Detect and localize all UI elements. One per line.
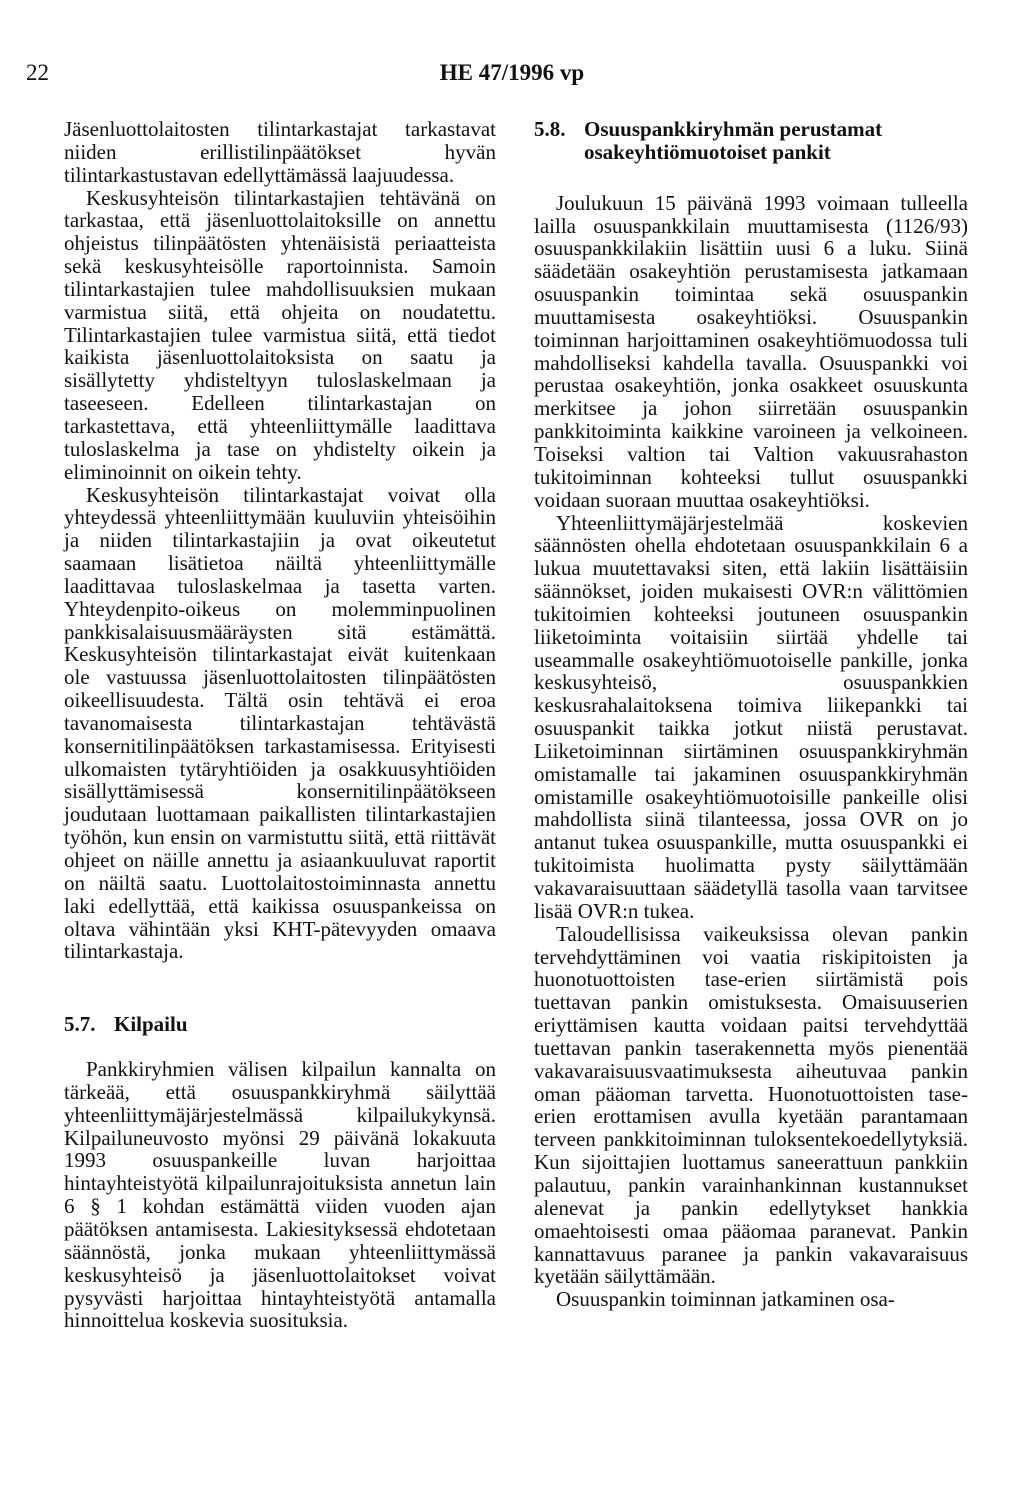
left-column <box>64 118 496 1332</box>
paragraph: Joulukuun 15 päivänä 1993 voimaan tulleella lailla osuuspankkilain muuttamisesta (1126/93) osuuspankkilakiin lisättiin uusi 6 a luku. Siinä säädetään osakeyhtiön perustamisesta jatkamaan osuuspankin toimintaa sekä osuuspankin muuttamisesta osakeyhtiöksi. Osuuspankin toiminnan harjoittaminen osakeyhtiömuodossa tuli mahdolliseksi kahdella tavalla. Osuuspankki voi perustaa osakeyhtiön, jonka osakkeet osuuskunta merkitsee ja johon siirretään osuuspankin pankkitoiminta kaikkine varoineen ja velkoineen. Toiseksi valtion tai Valtion vakuusrahaston tukitoiminnan kohteeksi tullut osuuspankki voidaan suoraan muuttaa osakeyhtiöksi. <box>534 190 968 512</box>
right-column <box>534 118 968 1311</box>
paragraph: Jäsenluottolaitosten tilintarkastajat tarkastavat niiden erillistilinpäätökset hyvän tilintarkastustavan edellyttämässä laajuudessa. <box>64 117 496 187</box>
section-number: 5.7. <box>64 1012 96 1037</box>
section-heading-5-7 <box>64 1013 496 1036</box>
page-number: 22 <box>26 60 49 85</box>
paragraph: Osuuspankin toiminnan jatkaminen osa- <box>556 1287 895 1312</box>
section-number: 5.8. <box>534 117 566 141</box>
section-title: Kilpailu <box>114 1012 188 1037</box>
running-header: HE 47/1996 vp <box>439 60 585 85</box>
paragraph: Taloudellisissa vaikeuksissa olevan pankin tervehdyttäminen voi vaatia riskipitoisten ja huonotuottoisten tase-erien siirtämistä pois tuettavan pankin omistuksesta. Omaisuuserien eriyttämisen kautta voidaan paitsi tervehdyttää tuettavan pankin taserakennetta myös pienentää vakavaraisuusvaatimuksesta aiheutuvaa pankin oman pääoman tarvetta. Huonotuottoisten tase-erien erottamisen avulla kyetään parantamaan terveen pankkitoiminnan tuloksentekoedellytyksiä. Kun sijoittajien luottamus saneerattuun pankkiin palautuu, pankin varainhankinnan kustannukset alenevat ja pankin edellytykset hankkia omaehtoisesti omaa pääomaa paranevat. Pankin kannattavuus paranee ja pankin vakavaraisuus kyetään säilyttämään. <box>534 921 968 1289</box>
paragraph: Pankkiryhmien välisen kilpailun kannalta on tärkeää, että osuuspankkiryhmä säilyttää yhteenliittymäjärjestelmässä kilpailukykynsä. Kilpailuneuvosto myönsi 29 päivänä lokakuuta 1993 osuuspankeille luvan harjoittaa hintayhteistyötä kilpailunrajoituksista annetun lain 6 § 1 kohdan estämättä viiden vuoden ajan päätöksen antamisesta. Lakiesityksessä ehdotetaan säännöstä, jonka mukaan yhteenliittymässä keskusyhteisö ja jäsenluottolaitokset voivat pysyvästi harjoittaa hintayhteistyötä antamalla hinnoittelua koskevia suosituksia. <box>64 1057 496 1333</box>
paragraph: Keskusyhteisön tilintarkastajien tehtävänä on tarkastaa, että jäsenluottolaitoksille on annettu ohjeistus tilinpäätösten yhtenäisistä periaatteista sekä keskusyhteisölle raportoinnista. Samoin tilintarkastajien tulee mahdollisuuksien mukaan varmistua siitä, että ohjeita on noudatettu. Tilintarkastajien tulee varmistua siitä, että tiedot kaikista jäsenluottolaitoksista on saatu ja sisällytetty yhdisteltyyn tuloslaskelmaan ja taseeseen. Edelleen tilintarkastajan on tarkastettava, että yhteenliittymälle laadittava tuloslaskelma ja tase on yhdistelty oikein ja eliminoinnit on oikein tehty. <box>64 185 496 484</box>
section-heading-5-8 <box>534 118 968 164</box>
paragraph: Keskusyhteisön tilintarkastajat voivat olla yhteydessä yhteenliittymään kuuluviin yhteisöihin ja niiden tilintarkastajiin ja ovat oikeutetut saamaan lisätietoa näiltä yhteenliittymälle laadittavaa tuloslaskelmaa ja tasetta varten. Yhteydenpito-oikeus on molemminpuolinen pankkisalaisuusmääräysten sitä estämättä. Keskusyhteisön tilintarkastajat eivät kuitenkaan ole vastuussa jäsenluottolaitosten tilinpäätösten oikeellisuudesta. Tältä osin tehtävä ei eroa tavanomaisesta tilintarkastajan tehtävästä konsernitilinpäätöksen tarkastamisessa. Erityisesti ulkomaisten tytäryhtiöiden ja osakkuusyhtiöiden sisällyttämisessä konsernitilinpäätökseen joudutaan luottamaan paikallisten tilintarkastajien työhön, kun ensin on varmistuttu siitä, että riittävät ohjeet on näille annettu ja asiaankuuluvat raportit on näiltä saatu. Luottolaitostoiminnasta annettu laki edellyttää, että kaikissa osuuspankeissa on oltava vähintään yksi KHT-pätevyyden omaava tilintarkastaja. <box>64 482 496 964</box>
section-title: Osuuspankkiryhmän perustamat osakeyhtiömuotoiset pankit <box>584 117 883 164</box>
paragraph: Yhteenliittymäjärjestelmää koskevien säännösten ohella ehdotetaan osuuspankkilain 6 a lukua muutettavaksi siten, että lakiin lisättäisiin säännökset, joiden mukaisesti OVR:n välittömien tukitoimien kohteeksi joutuneen osuuspankin liiketoiminta voitaisiin siirtää yhdelle tai useammalle osakeyhtiömuotoiselle pankille, jonka keskusyhteisö, osuuspankkien keskusrahalaitoksena toimiva liikepankki tai osuuspankit taikka jotkut niistä perustavat. Liiketoiminnan siirtäminen osuuspankkiryhmän omistamalle tai jakaminen osuuspankkiryhmän omistamille osakeyhtiömuotoisille pankeille olisi mahdollista siinä tilanteessa, jossa OVR on jo antanut tukea osuuspankille, mutta osuuspankki ei tukitoimista huolimatta pysty säilyttämään vakavaraisuuttaan säädetyllä tasolla vaan tarvitsee lisää OVR:n tukea. <box>534 510 968 923</box>
